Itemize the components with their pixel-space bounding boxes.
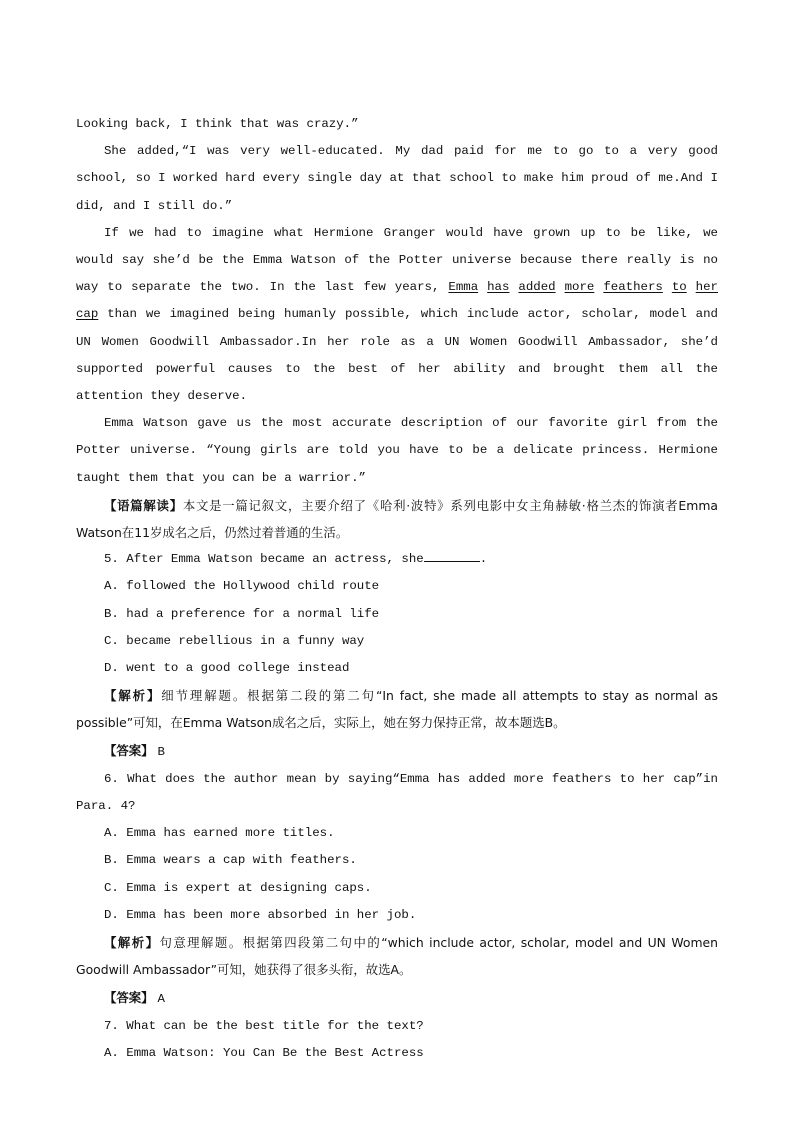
underlined-word: cap (76, 307, 99, 322)
underlined-word: added (518, 280, 556, 295)
question-6-stem: 6. What does the author mean by saying“Emma has added more feathers to her cap”in Para. 4? (76, 771, 718, 814)
passage-paragraph-added: She added,“I was very well-educated. My dad paid for me to go to a very good school, so I worked hard every single day at that school to make him proud of me.And I did, and I still do.” (76, 144, 718, 213)
explanation-label: 【解析】 (104, 935, 160, 951)
passage-line-continuation: Looking back, I think that was crazy.” (76, 117, 359, 131)
question-7-stem: 7. What can be the best title for the text? (104, 1018, 424, 1033)
question-7-option-a: A. Emma Watson: You Can Be the Best Actress (104, 1045, 424, 1060)
underlined-word: to (671, 280, 687, 295)
question-6-option-a: A. Emma has earned more titles. (104, 826, 335, 841)
question-5-option-c: C. became rebellious in a funny way (104, 633, 365, 648)
underlined-word: feathers (603, 280, 663, 295)
question-5-answer (76, 737, 718, 766)
question-6-option-b: B. Emma wears a cap with feathers. (104, 853, 357, 868)
para4-end: than we imagined being humanly possible, which include actor, scholar, model and UN Women Goodwill Ambassador.In her role as a UN Women Goodwill Ambassador, she’d supported powerful causes to the best of her ability and brought them all the attention they deserve. (76, 307, 718, 404)
question-5-stem: 5. After Emma Watson became an actress, she . (76, 546, 718, 573)
question-5-option-a: A. followed the Hollywood child route (104, 579, 380, 594)
question-5-option-b: B. had a preference for a normal life (104, 606, 380, 621)
analysis-label: 【语篇解读】 (104, 497, 183, 513)
underlined-word: her (695, 280, 718, 295)
underlined-word: has (487, 280, 510, 295)
question-5-explanation: 【解析】细节理解题。根据第二段的第二句“In fact, she made all attempts to stay as normal as possible”可知，在Emma Watson成名之后，实际上，她在努力保持正常，故本题选B。 (76, 688, 719, 731)
answer-value: B (157, 744, 165, 759)
question-5-option-d: D. went to a good college instead (104, 661, 350, 676)
explanation-label: 【解析】 (104, 688, 162, 704)
question-6-explanation: 【解析】句意理解题。根据第四段第二句中的“which include actor, scholar, model and UN Women Goodwill Ambassador”可知，她获得了很多头衔，故选A。 (76, 935, 719, 978)
question-6-option-c: C. Emma is expert at designing caps. (104, 880, 372, 895)
underlined-word: Emma (448, 280, 479, 295)
answer-label: 【答案】 (104, 989, 154, 1005)
answer-value: A (157, 991, 165, 1006)
discourse-analysis (76, 492, 718, 546)
para4-start: If we had to imagine what Hermione Granger would have grown up to be like, we would say she’d be the Emma Watson of the Potter universe because there really is no way to separate the two. In the last few years, (76, 225, 718, 295)
underlined-word: more (564, 280, 595, 295)
analysis-text: 本文是一篇记叙文，主要介绍了《哈利·波特》系列电影中女主角赫敏·格兰杰的饰演者Emma Watson在11岁成名之后，仍然过着普通的生活。 (76, 497, 718, 541)
document-page (76, 111, 718, 1067)
question-6-option-d: D. Emma has been more absorbed in her job. (104, 907, 417, 922)
answer-label: 【答案】 (104, 742, 154, 758)
question-6-answer (76, 984, 718, 1013)
passage-paragraph-5: Emma Watson gave us the most accurate description of our favorite girl from the Potter universe. “Young girls are told you have to be a delicate princess. Hermione taught them that you can be a warrior.” (76, 416, 718, 485)
passage-paragraph-4 (76, 220, 718, 410)
answer-blank (424, 549, 480, 562)
